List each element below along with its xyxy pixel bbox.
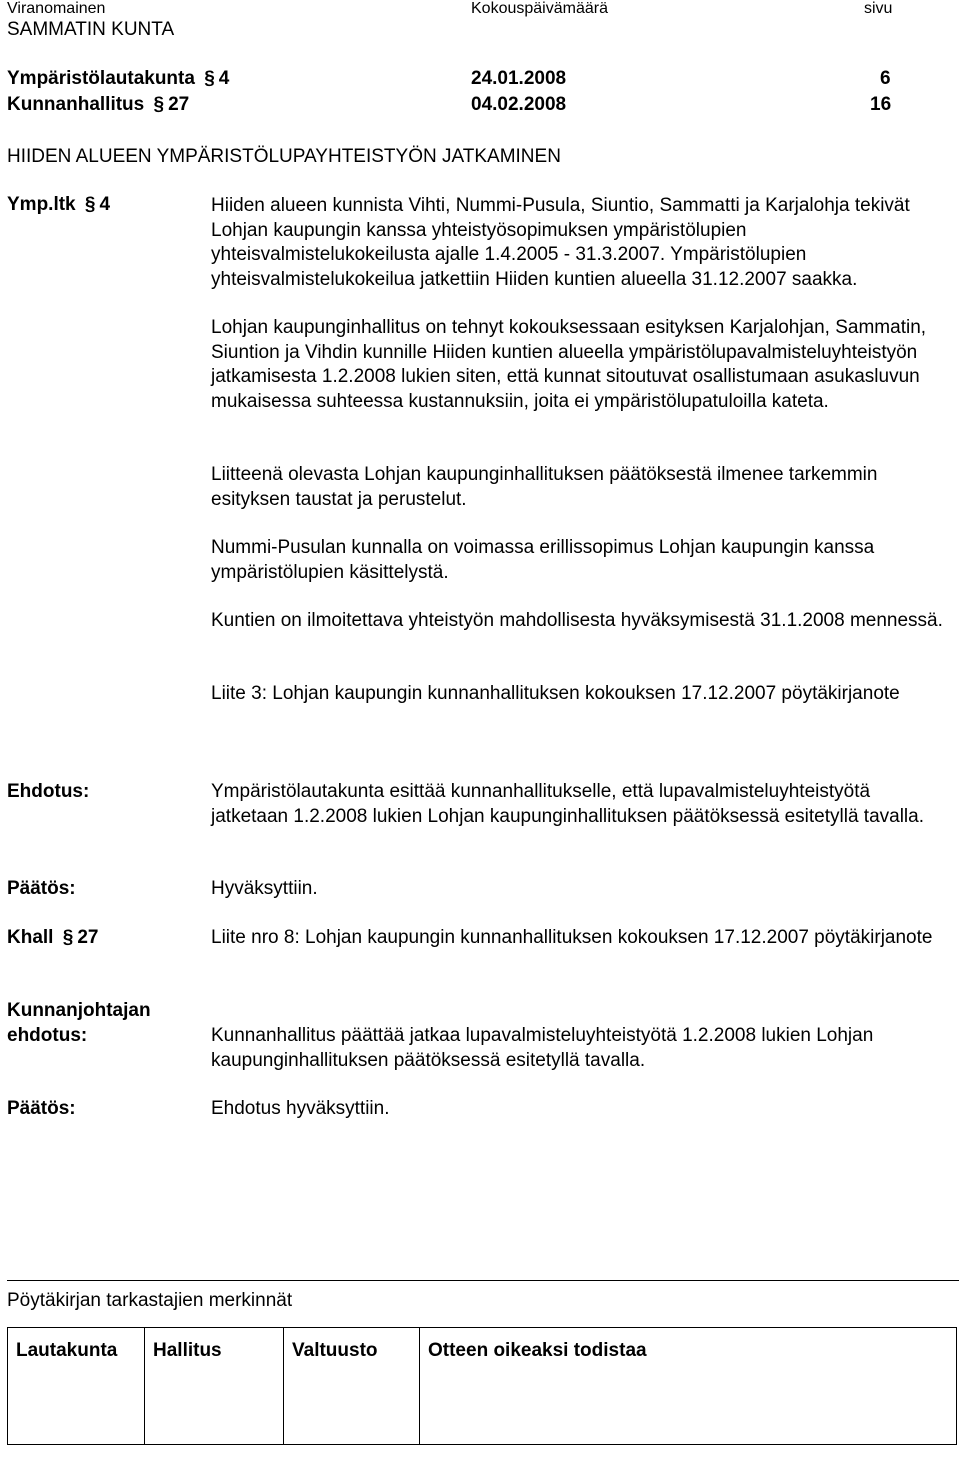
page-number: 6 — [880, 68, 891, 89]
manager-proposal-label — [7, 999, 151, 1048]
paragraph-background: Hiiden alueen kunnista Vihti, Nummi-Pusula, Siuntio, Sammatti ja Karjalohja tekivät Lohjan kaupungin kanssa yhteistyösopimuksen ympäristölupien yhteisvalmistelukokeilusta ajalle 1.4.2005 - 31.3.2007. Ympäristölupien yhteisvalmistelukokeilua jatkettiin Hiiden kuntien alueella 31.12.2007 saakka. — [211, 195, 910, 290]
proposal-text: Ympäristölautakunta esittää kunnanhallitukselle, että lupavalmisteluyhteistyötä jatketaan 1.2.2008 lukien Lohjan kaupunginhallituksen päätöksessä esitetyllä tavalla. — [211, 781, 924, 827]
manager-label-line1: Kunnanjohtajan — [7, 1000, 151, 1021]
organization-name: SAMMATIN KUNTA — [7, 19, 175, 40]
section-sign-icon: § — [84, 194, 96, 215]
paragraph-appendix: Liite 3: Lohjan kaupungin kunnanhallituksen kokouksen 17.12.2007 pöytäkirjanote — [211, 683, 900, 704]
environment-board-section-label — [7, 194, 110, 216]
section-number: 4 — [99, 194, 111, 215]
municipal-board-section-label — [7, 926, 98, 951]
municipal-board-appendix: Liite nro 8: Lohjan kaupungin kunnanhallituksen kokouksen 17.12.2007 pöytäkirjanote — [211, 927, 933, 948]
header-page-label: sivu — [864, 0, 893, 17]
paragraph-attachment-note: Liitteenä olevasta Lohjan kaupunginhallituksen päätöksestä ilmenee tarkemmin esityksen taustat ja perustelut. — [211, 464, 878, 510]
signature-table — [7, 1327, 957, 1445]
paragraph-deadline: Kuntien on ilmoitettava yhteistyön mahdollisesta hyväksymisestä 31.1.2008 mennessä. — [211, 610, 943, 631]
footer-title: Pöytäkirjan tarkastajien merkinnät — [7, 1290, 293, 1311]
paragraph-proposal-summary: Lohjan kaupunginhallitus on tehnyt kokouksessaan esityksen Karjalohjan, Sammatin, Siuntion ja Vihdin kunnille Hiiden kuntien alueella ympäristölupavalmisteluyhteistyön jatkamisesta 1.2.2008 lukien siten, että kunnat sitoutuvat osallistumaan asukasluvun mukaisessa suhteessa kustannuksiin, joita ei ympäristölupatuloilla kateta. — [211, 317, 927, 412]
proposal-label: Ehdotus: — [7, 781, 90, 802]
section-number: 4 — [218, 68, 230, 89]
document-title: HIIDEN ALUEEN YMPÄRISTÖLUPAYHTEISTYÖN JATKAMINEN — [7, 146, 561, 167]
signature-cell-certified-copy: Otteen oikeaksi todistaa — [420, 1328, 957, 1445]
manager-proposal-text: Kunnanhallitus päättää jatkaa lupavalmisteluyhteistyötä 1.2.2008 lukien Lohjan kaupunginhallituksen päätöksessä esitetyllä tavalla. — [211, 1025, 874, 1071]
header-authority-label: Viranomainen — [7, 0, 106, 17]
header-row-environment-board — [7, 68, 229, 90]
decision-text: Ehdotus hyväksyttiin. — [211, 1098, 390, 1119]
manager-label-line2: ehdotus: — [7, 1024, 88, 1046]
page-number: 16 — [870, 94, 892, 115]
paragraph-separate-agreement: Nummi-Pusulan kunnalla on voimassa erillissopimus Lohjan kaupungin kanssa ympäristölupien käsittelystä. — [211, 537, 875, 583]
section-sign-icon: § — [62, 927, 74, 948]
board-abbr: Ymp.ltk — [7, 194, 76, 215]
decision-label: Päätös: — [7, 1098, 76, 1119]
board-abbr: Khall — [7, 927, 54, 948]
header-row-municipal-board — [7, 94, 189, 116]
section-sign-icon: § — [204, 68, 215, 89]
signature-cell-council: Valtuusto — [284, 1328, 420, 1445]
meeting-date: 04.02.2008 — [471, 94, 567, 115]
decision-text: Hyväksyttiin. — [211, 878, 318, 899]
body-name: Ympäristölautakunta — [7, 68, 195, 89]
meeting-date: 24.01.2008 — [471, 68, 567, 89]
signature-cell-board: Lautakunta — [8, 1328, 145, 1445]
section-sign-icon: § — [153, 94, 165, 115]
decision-label: Päätös: — [7, 878, 76, 899]
header-meeting-date-label: Kokouspäivämäärä — [471, 0, 608, 17]
section-number: 27 — [168, 94, 190, 115]
body-name: Kunnanhallitus — [7, 94, 145, 115]
footer-divider — [7, 1280, 959, 1281]
signature-cell-government: Hallitus — [145, 1328, 284, 1445]
section-number: 27 — [77, 927, 99, 948]
